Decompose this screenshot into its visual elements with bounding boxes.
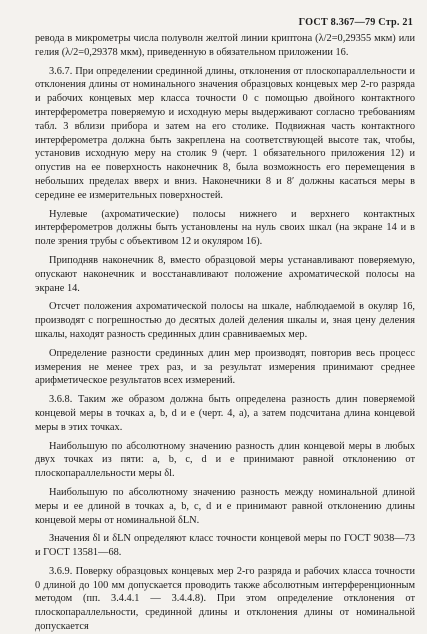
paragraph-raise-tip: Приподняв наконечник 8, вместо образцовой меры устанавливают поверяемую, опускают наконечник и восстанавливают положение ахроматической полосы на экране 14. bbox=[35, 254, 415, 294]
paragraph-3-6-9: 3.6.9. Поверку образцовых концевых мер 2-го разряда и рабочих класса точности 0 длиной до 100 мм допускается проводить также абсолютным интерференционным методом (пп. 3.4.4.1 — 3.4.4.8). При этом определение отклонения от плоскопараллельности, срединной длины и отклонения длины от номинальной допускается bbox=[35, 565, 415, 633]
paragraph-3-6-8: 3.6.8. Таким же образом должна быть определена разность длин поверяемой концевой меры в точках a, b, d и e (черт. 4, a), а затем подсчитана длина концевой меры в этих точках. bbox=[35, 394, 415, 433]
body-text bbox=[35, 32, 415, 634]
running-header: ГОСТ 8.367—79 Стр. 21 bbox=[298, 17, 413, 28]
paragraph-length-deviation: Наибольшую по абсолютному значению разность между номинальной длиной меры и ее длиной в точках a, b, c, d и e принимают равной отклонению длины концевой меры от номинальной δLN. bbox=[35, 486, 415, 526]
paragraph-flatness: Наибольшую по абсолютному значению разность длин концевой меры в любых двух точках из пяти: a, b, c, d и e принимают равной отклонению от плоскопараллельности меры δl. bbox=[35, 440, 415, 480]
paragraph-continuation: ревода в микрометры числа полуволн желтой линии криптона (λ/2=0,29355 мкм) или гелия (λ/2=0,29378 мкм), приведенную в обязательном приложении 16. bbox=[35, 33, 415, 58]
paragraph-3-6-7: 3.6.7. При определении срединной длины, отклонения от плоскопараллельности и отклонения длины от номинального значения образцовых концевых мер 2-го разряда и рабочих концевых мер класса точности 0 с помощью двойного контактного интерферометра поверяемую и исходную меры выдерживают согласно требованиям табл. 3 вблизи прибора и затем на его столике. Подвижная часть контактного интерферометра должна быть закреплена на соответствующей высоте так, чтобы, установив исходную меру на столик 9 (черт. 1 обязательного приложения 12) и опустив на ее поверхность наконечник 8, была возможность его перемещения в небольших пределах вверх и вниз. Наконечники 8 и 8′ должны касаться меры в середине ее измерительных поверхностей. bbox=[35, 65, 415, 201]
paragraph-repeat: Определение разности срединных длин мер производят, повторив весь процесс измерения не менее трех раз, и за результат измерения принимают среднее арифметическое результатов всех измерений. bbox=[35, 347, 415, 387]
paragraph-accuracy-class: Значения δl и δLN определяют класс точности концевой меры по ГОСТ 9038—73 и ГОСТ 13581—68. bbox=[35, 533, 415, 559]
paragraph-reading: Отсчет положения ахроматической полосы на шкале, наблюдаемой в окуляр 16, производят с погрешностью до десятых долей деления шкалы и, зная цену деления шкалы, находят разность срединных длин сравниваемых мер. bbox=[35, 301, 415, 340]
paragraph-zero-fringes: Нулевые (ахроматические) полосы нижнего и верхнего контактных интерферометров должны быть установлены на нуль своих шкал (на экране 14 и в поле зрения трубы с объективом 12 и окуляром 16). bbox=[35, 208, 415, 248]
